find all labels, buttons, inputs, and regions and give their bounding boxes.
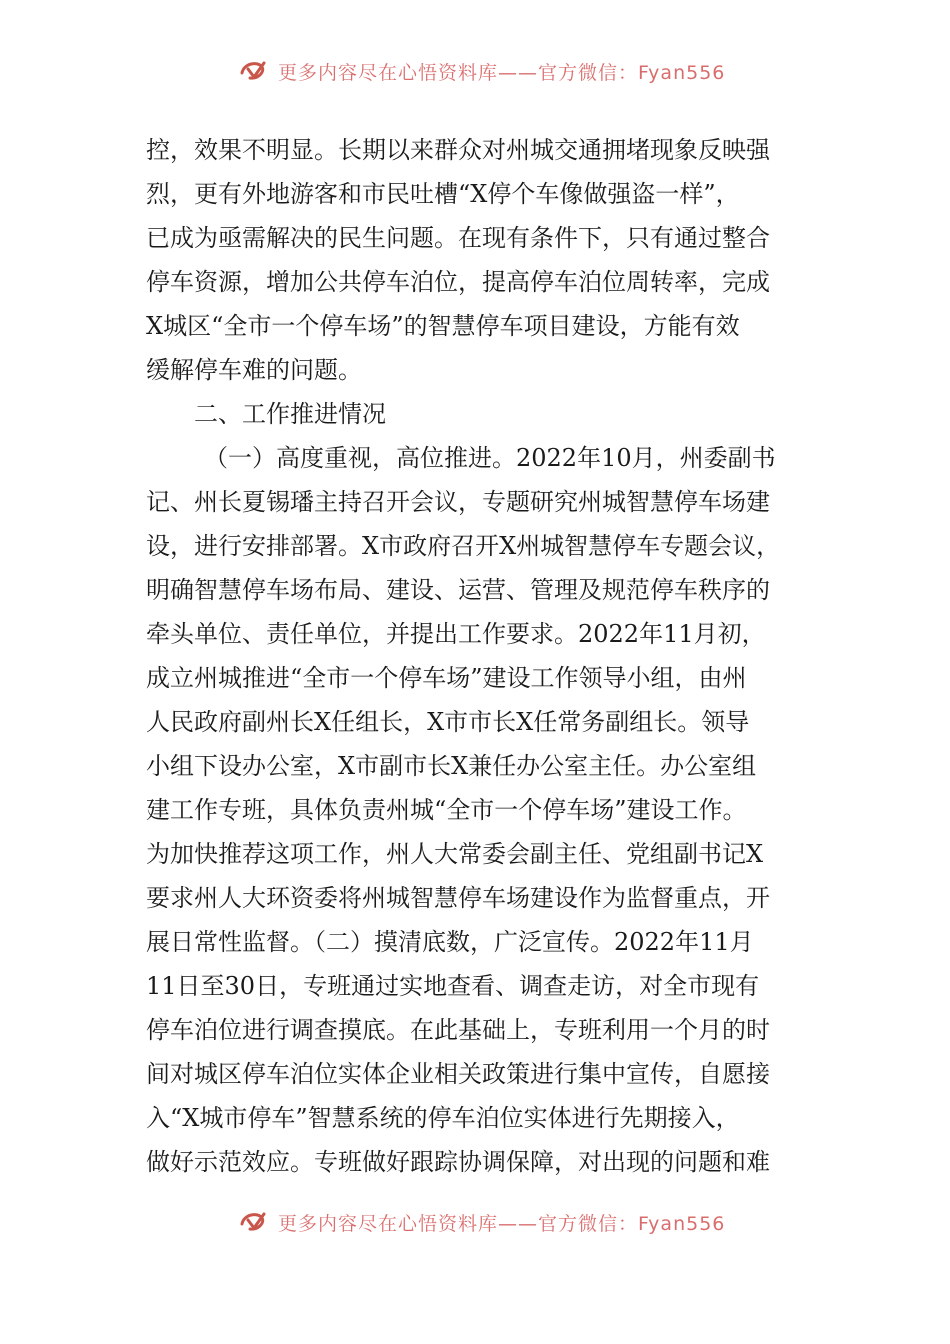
text-line: 建工作专班，具体负责州城“全市一个停车场”建设工作。 xyxy=(146,796,747,824)
text-line: 已成为亟需解决的民生问题。在现有条件下，只有通过整合 xyxy=(146,224,770,252)
text-line: 11日至30日，专班通过实地查看、调查走访，对全市现有 xyxy=(146,972,760,1000)
text-line: 控，效果不明显。长期以来群众对州城交通拥堵现象反映强 xyxy=(146,136,770,164)
watermark-text: 更多内容尽在心悟资料库——官方微信：Fyan556 xyxy=(278,1212,726,1235)
text-line: 设，进行安排部署。X市政府召开X州城智慧停车专题会议， xyxy=(146,532,781,560)
text-line: 明确智慧停车场布局、建设、运营、管理及规范停车秩序的 xyxy=(146,576,770,604)
text-line: 要求州人大环资委将州城智慧停车场建设作为监督重点，开 xyxy=(146,884,770,912)
section-heading: 二、工作推进情况 xyxy=(194,400,386,428)
document-body xyxy=(146,128,826,1184)
text-line: 停车泊位进行调查摸底。在此基础上，专班利用一个月的时 xyxy=(146,1016,770,1044)
text-line: 入“X城市停车”智慧系统的停车泊位实体进行先期接入， xyxy=(146,1104,740,1132)
text-line: 间对城区停车泊位实体企业相关政策进行集中宣传，自愿接 xyxy=(146,1060,770,1088)
text-line: 做好示范效应。专班做好跟踪协调保障，对出现的问题和难 xyxy=(146,1148,770,1176)
text-line: 缓解停车难的问题。 xyxy=(146,356,362,384)
watermark-text: 更多内容尽在心悟资料库——官方微信：Fyan556 xyxy=(278,61,726,84)
text-line: 停车资源，增加公共停车泊位，提高停车泊位周转率，完成 xyxy=(146,268,770,296)
text-line: X城区“全市一个停车场”的智慧停车项目建设，方能有效 xyxy=(146,312,740,340)
text-line: 牵头单位、责任单位，并提出工作要求。2022年11月初， xyxy=(146,620,766,648)
text-line: 展日常性监督。（二）摸清底数，广泛宣传。2022年11月 xyxy=(146,928,754,956)
text-line: 人民政府副州长X任组长，X市市长X任常务副组长。领导 xyxy=(146,708,750,736)
logo-icon xyxy=(238,1210,268,1234)
watermark-footer xyxy=(238,1209,725,1235)
text-line: 为加快推荐这项工作，州人大常委会副主任、党组副书记X xyxy=(146,840,764,868)
text-line: 成立州城推进“全市一个停车场”建设工作领导小组，由州 xyxy=(146,664,747,692)
logo-icon xyxy=(238,59,268,83)
watermark-header xyxy=(238,58,725,84)
text-line: 小组下设办公室，X市副市长X兼任办公室主任。办公室组 xyxy=(146,752,757,780)
text-line: 烈，更有外地游客和市民吐槽“X停个车像做强盗一样”， xyxy=(146,180,740,208)
paragraph-first-line: （一）高度重视，高位推进。2022年10月，州委副书 xyxy=(204,444,776,472)
text-line: 记、州长夏锡璠主持召开会议，专题研究州城智慧停车场建 xyxy=(146,488,770,516)
